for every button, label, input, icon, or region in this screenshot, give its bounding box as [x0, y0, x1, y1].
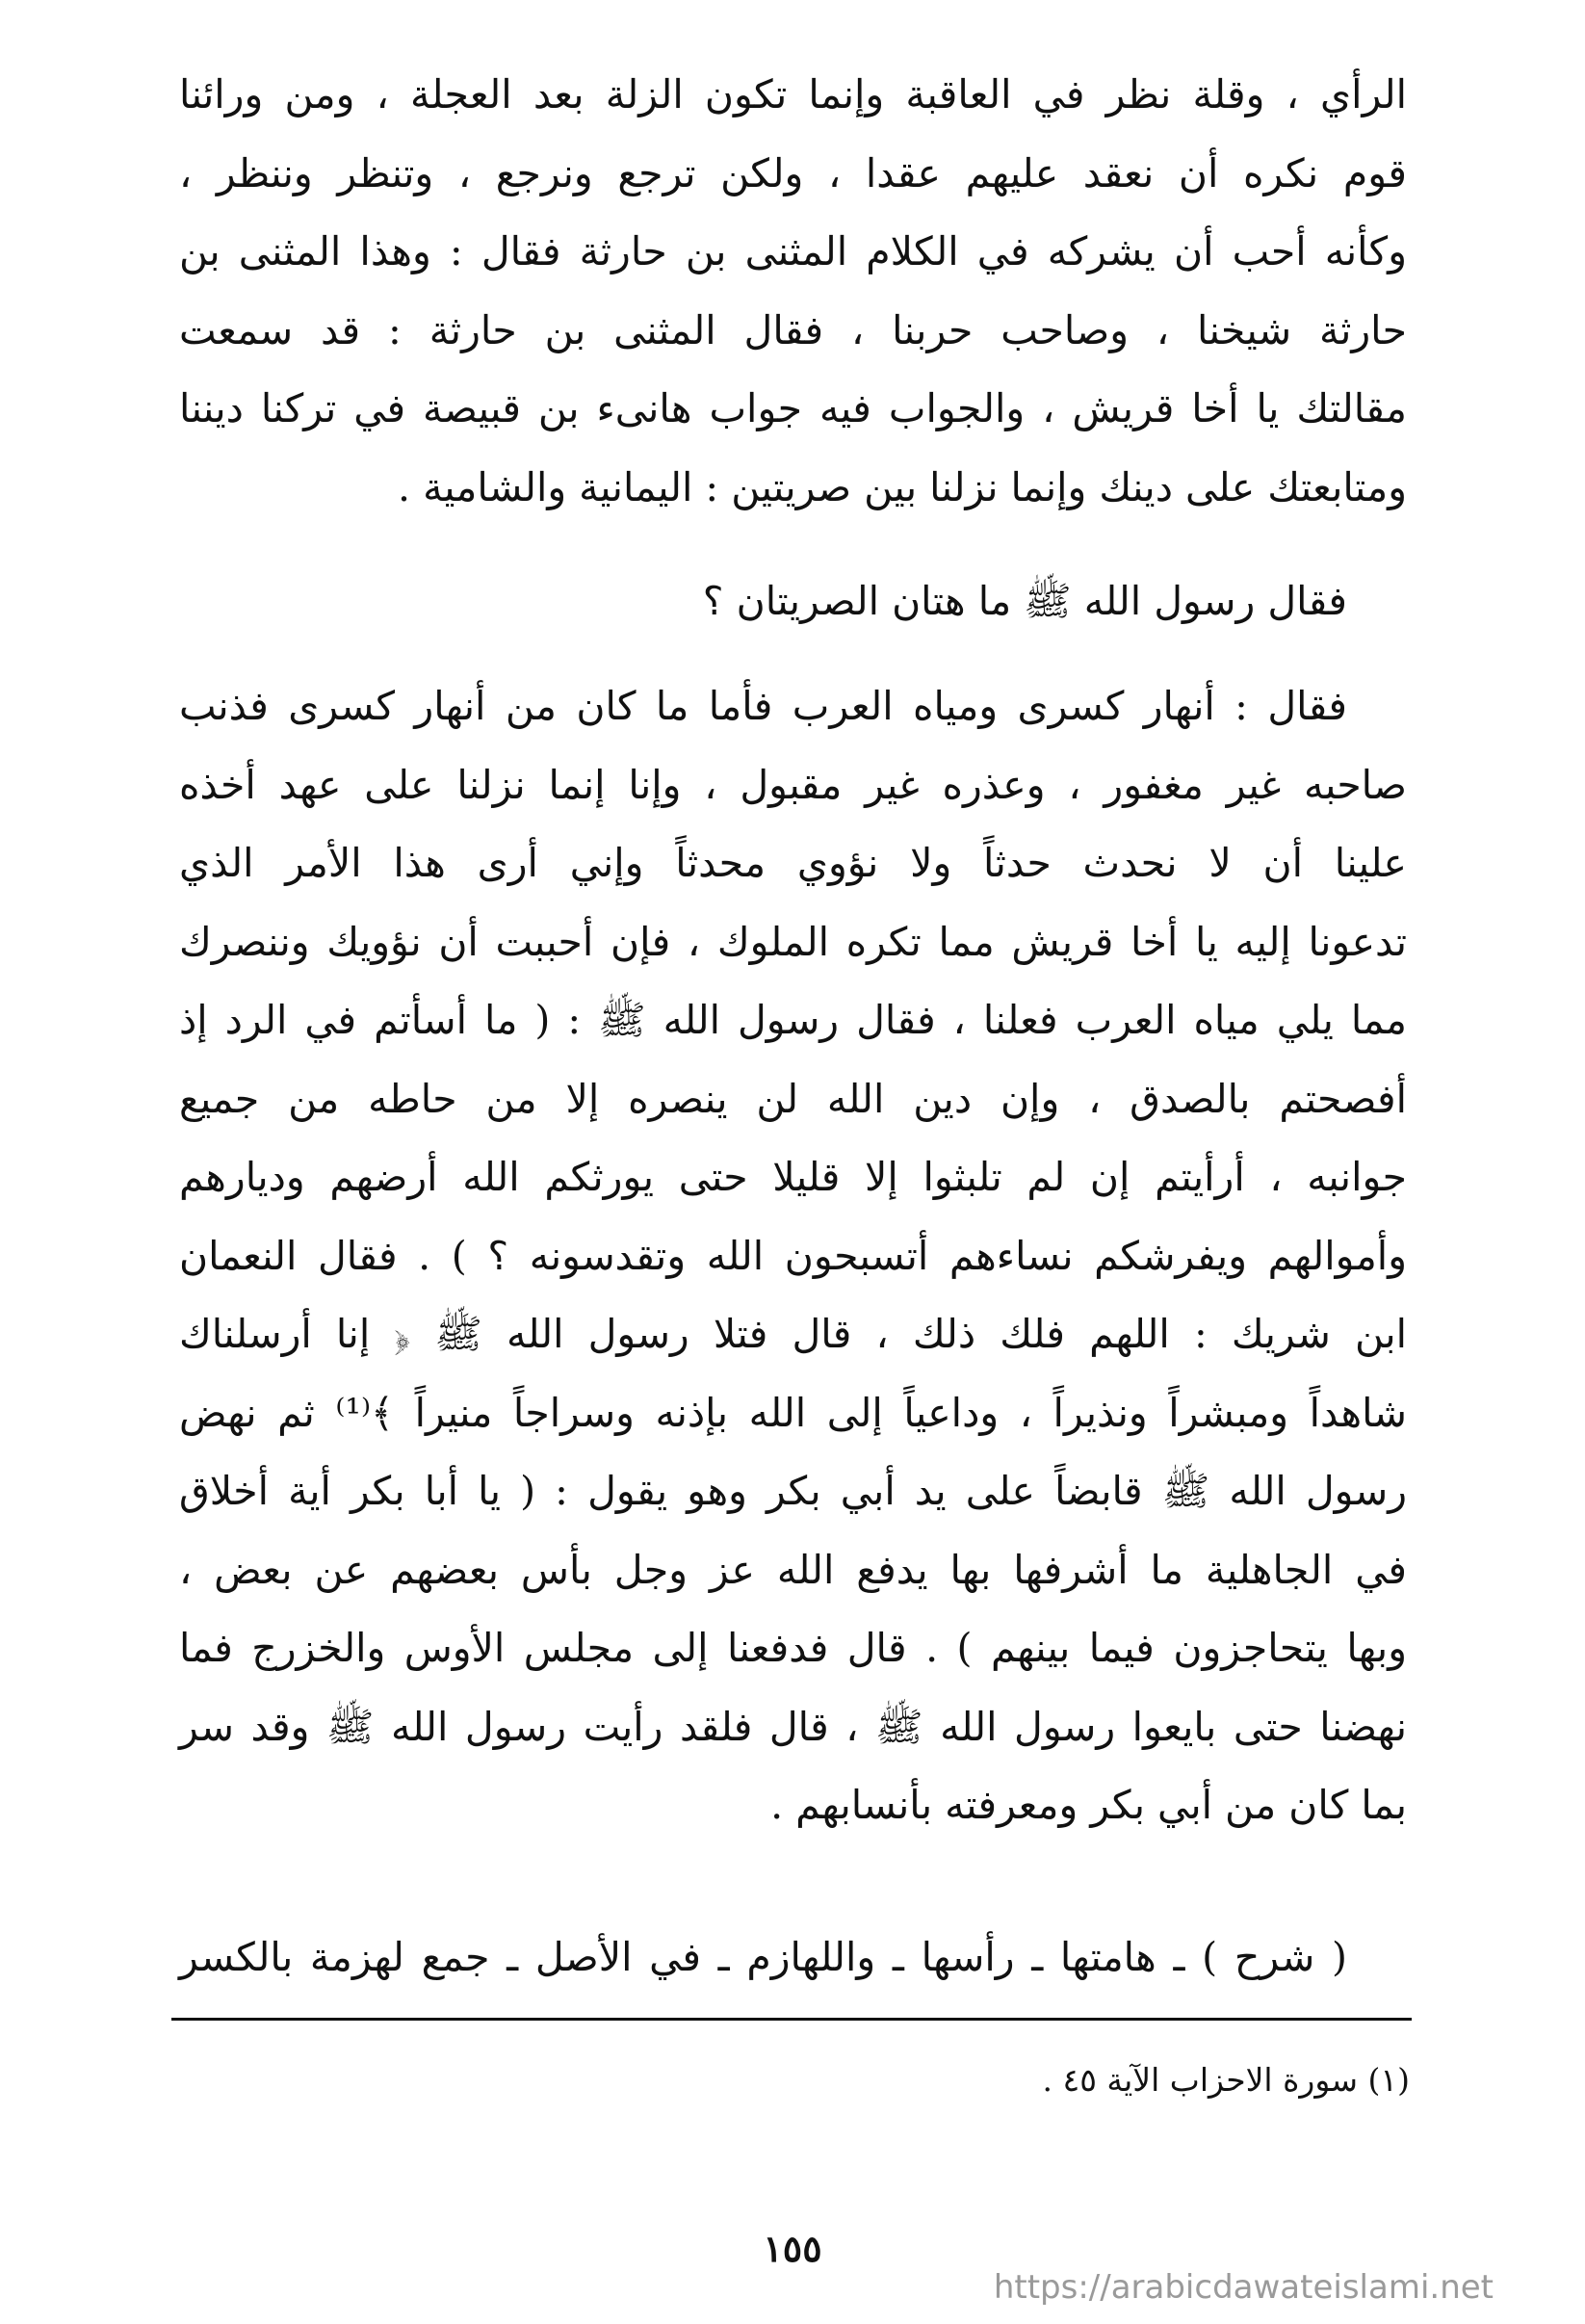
- text-line: علينا أن لا نحدث حدثاً ولا نؤوي محدثاً وإني أرى هذا الأمر الذي: [179, 840, 1407, 886]
- text-line: نهضنا حتى بايعوا رسول الله ﷺ ، قال فلقد رأيت رسول الله ﷺ وقد سر: [179, 1703, 1407, 1750]
- text-line: بما كان من أبي بكر ومعرفته بأنسابهم .: [770, 1782, 1407, 1828]
- text-line: ومتابعتك على دينك وإنما نزلنا بين صريتين : اليمانية والشامية .: [398, 463, 1407, 510]
- text-line: في الجاهلية ما أشرفها بها يدفع الله عز وجل بأس بعضهم عن بعض ،: [179, 1546, 1407, 1593]
- text-line: رسول الله ﷺ قابضاً على يد أبي بكر وهو يقول : ( يا أبا بكر أية أخلاق: [179, 1468, 1407, 1514]
- watermark: https://arabicdawateislami.net: [993, 2268, 1494, 2307]
- paragraph-1: [179, 56, 1407, 527]
- text-line: شاهداً ومبشراً ونذيراً ، وداعياً إلى الله بإذنه وسراجاً منيراً ﴾⁽¹⁾ ثم نهض: [179, 1389, 1407, 1436]
- footnote: (١) سورة الاحزاب الآية ٤٥ .: [1042, 2061, 1410, 2099]
- text-line: فقال : أنهار كسرى ومياه العرب فأما ما كان من أنهار كسرى فذنب: [179, 683, 1347, 729]
- text-line: مما يلي مياه العرب فعلنا ، فقال رسول الله ﷺ : ( ما أسأتم في الرد إذ: [179, 997, 1407, 1043]
- text-line: وكأنه أحب أن يشركه في الكلام المثنى بن حارثة فقال : وهذا المثنى بن: [179, 228, 1407, 274]
- text-line: ابن شريك : اللهم فلك ذلك ، قال فتلا رسول الله ﷺ ﴿ إنا أرسلناك: [179, 1311, 1407, 1357]
- text-line: قوم نكره أن نعقد عليهم عقدا ، ولكن ترجع ونرجع ، وتنظر وننظر ،: [179, 149, 1407, 196]
- text-line: ( شرح ) ـ هامتها ـ رأسها ـ واللهازم ـ في الأصل ـ جمع لهزمة بالكسر: [179, 1934, 1347, 1980]
- text-line: أفصحتم بالصدق ، وإن دين الله لن ينصره إلا من حاطه من جميع: [179, 1075, 1407, 1122]
- paragraph-3: [179, 667, 1407, 1845]
- text-line: مقالتك يا أخا قريش ، والجواب فيه جواب هانىء بن قبيصة في تركنا ديننا: [179, 385, 1407, 431]
- text-line: صاحبه غير مغفور ، وعذره غير مقبول ، وإنا إنما نزلنا على عهد أخذه: [179, 761, 1407, 808]
- paragraph-2: [179, 562, 1407, 641]
- text-line: وأموالهم ويفرشكم نساءهم أتسبحون الله وتقدسونه ؟ ) . فقال النعمان: [179, 1232, 1407, 1279]
- footnote-divider: [171, 2018, 1412, 2021]
- page-number: ١٥٥: [763, 2227, 822, 2270]
- text-line: الرأي ، وقلة نظر في العاقبة وإنما تكون الزلة بعد العجلة ، ومن ورائنا: [179, 71, 1407, 118]
- text-line: فقال رسول الله ﷺ ما هتان الصريتان ؟: [702, 578, 1347, 624]
- sharh-note: [179, 1919, 1407, 1998]
- text-line: وبها يتحاجزون فيما بينهم ) . قال فدفعنا إلى مجلس الأوس والخزرج فما: [179, 1625, 1407, 1671]
- text-line: تدعونا إليه يا أخا قريش مما تكره الملوك ، فإن أحببت أن نؤويك وننصرك: [179, 918, 1407, 965]
- text-line: حارثة شيخنا ، وصاحب حربنا ، فقال المثنى بن حارثة : قد سمعت: [179, 306, 1407, 353]
- text-line: جوانبه ، أرأيتم إن لم تلبثوا إلا قليلا حتى يورثكم الله أرضهم وديارهم: [179, 1154, 1407, 1200]
